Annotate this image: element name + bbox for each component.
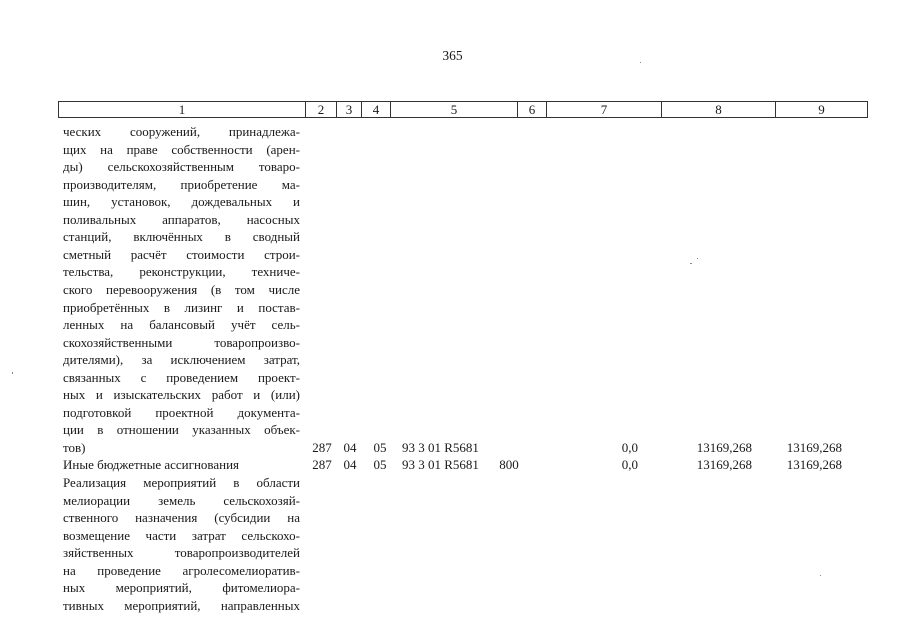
row-description: ственного назначения (субсидии на <box>63 510 300 526</box>
table-row <box>0 597 905 614</box>
table-row <box>0 334 905 351</box>
row-col-3: 04 <box>343 457 357 473</box>
row-col-9: 13169,268 <box>786 439 842 455</box>
table-row <box>0 421 905 438</box>
table-row <box>0 281 905 298</box>
scan-speck <box>820 575 821 576</box>
header-col-6: 6 <box>518 102 547 118</box>
column-header-table <box>58 101 868 118</box>
table-row <box>0 456 905 473</box>
scan-speck <box>690 263 692 264</box>
table-row <box>0 123 905 140</box>
row-description: производителям, приобретение ма- <box>63 176 300 192</box>
table-row <box>0 562 905 579</box>
row-description: скохозяйственными товаропроизво- <box>63 334 300 350</box>
page-number: 365 <box>442 48 463 63</box>
header-col-8: 8 <box>662 102 776 118</box>
row-description: ского перевооружения (в том числе <box>63 281 300 297</box>
table-row <box>0 176 905 193</box>
table-row <box>0 158 905 175</box>
header-col-1: 1 <box>59 102 306 118</box>
row-description: возмещение части затрат сельскохо- <box>63 527 300 543</box>
row-description: сметный расчёт стоимости строи- <box>63 246 300 262</box>
table-row <box>0 211 905 228</box>
row-description: ных и изыскательских работ и (или) <box>63 387 300 403</box>
table-row <box>0 316 905 333</box>
table-row <box>0 299 905 316</box>
row-description: ленных на балансовый учёт сель- <box>63 317 300 333</box>
table-row <box>0 527 905 544</box>
row-description: мелиорации земель сельскохозяй- <box>63 492 300 508</box>
row-col-6: 800 <box>499 457 519 473</box>
row-col-8: 13169,268 <box>696 439 752 455</box>
table-row <box>0 369 905 386</box>
table-row <box>0 439 905 456</box>
row-description: ных мероприятий, фитомелиора- <box>63 580 300 596</box>
header-col-2: 2 <box>306 102 337 118</box>
row-description: тов) <box>63 439 86 455</box>
row-description: шин, установок, дождевальных и <box>63 194 300 210</box>
column-header-row <box>59 102 868 118</box>
table-row <box>0 228 905 245</box>
row-description: приобретённых в лизинг и постав- <box>63 299 300 315</box>
table-row <box>0 351 905 368</box>
scan-speck <box>697 258 698 259</box>
table-row <box>0 404 905 421</box>
table-row <box>0 492 905 509</box>
row-description: тивных мероприятий, направленных <box>63 597 300 613</box>
row-description: ды) сельскохозяйственным товаро- <box>63 159 300 175</box>
row-description: дителями), за исключением затрат, <box>63 352 300 368</box>
header-col-9: 9 <box>776 102 868 118</box>
row-description: на проведение агролесомелиоратив- <box>63 562 300 578</box>
row-description: подготовкой проектной документа- <box>63 404 300 420</box>
row-col-2: 287 <box>312 439 332 455</box>
row-col-3: 04 <box>343 439 357 455</box>
row-description: тельства, реконструкции, техниче- <box>63 264 300 280</box>
table-row <box>0 263 905 280</box>
row-description: Иные бюджетные ассигнования <box>63 457 240 473</box>
header-col-4: 4 <box>362 102 391 118</box>
row-description: поливальных аппаратов, насосных <box>63 211 300 227</box>
row-description: зяйственных товаропроизводителей <box>63 545 300 561</box>
table-row <box>0 474 905 491</box>
table-row <box>0 386 905 403</box>
row-description: Реализация мероприятий в области <box>63 475 300 490</box>
table-row <box>0 193 905 210</box>
header-col-7: 7 <box>547 102 662 118</box>
table-row <box>0 246 905 263</box>
row-description: щих на праве собственности (арен- <box>63 141 300 157</box>
row-description: ческих сооружений, принадлежа- <box>63 124 300 139</box>
row-col-7: 0,0 <box>621 439 638 455</box>
table-row <box>0 544 905 561</box>
row-description: ции в отношении указанных объек- <box>63 422 300 438</box>
row-col-8: 13169,268 <box>696 457 752 473</box>
row-col-5: 93 3 01 R5681 <box>402 439 479 455</box>
row-description: связанных с проведением проект- <box>63 369 300 385</box>
row-col-9: 13169,268 <box>786 457 842 473</box>
header-col-5: 5 <box>391 102 518 118</box>
table-row <box>0 509 905 526</box>
scan-speck <box>12 372 13 374</box>
row-description: станций, включённых в сводный <box>63 229 300 245</box>
row-col-2: 287 <box>312 457 332 473</box>
row-col-4: 05 <box>373 457 387 473</box>
scan-speck <box>640 62 641 63</box>
table-row <box>0 579 905 596</box>
row-col-7: 0,0 <box>621 457 638 473</box>
row-col-4: 05 <box>373 439 387 455</box>
table-row <box>0 141 905 158</box>
row-col-5: 93 3 01 R5681 <box>402 457 479 473</box>
header-col-3: 3 <box>337 102 362 118</box>
